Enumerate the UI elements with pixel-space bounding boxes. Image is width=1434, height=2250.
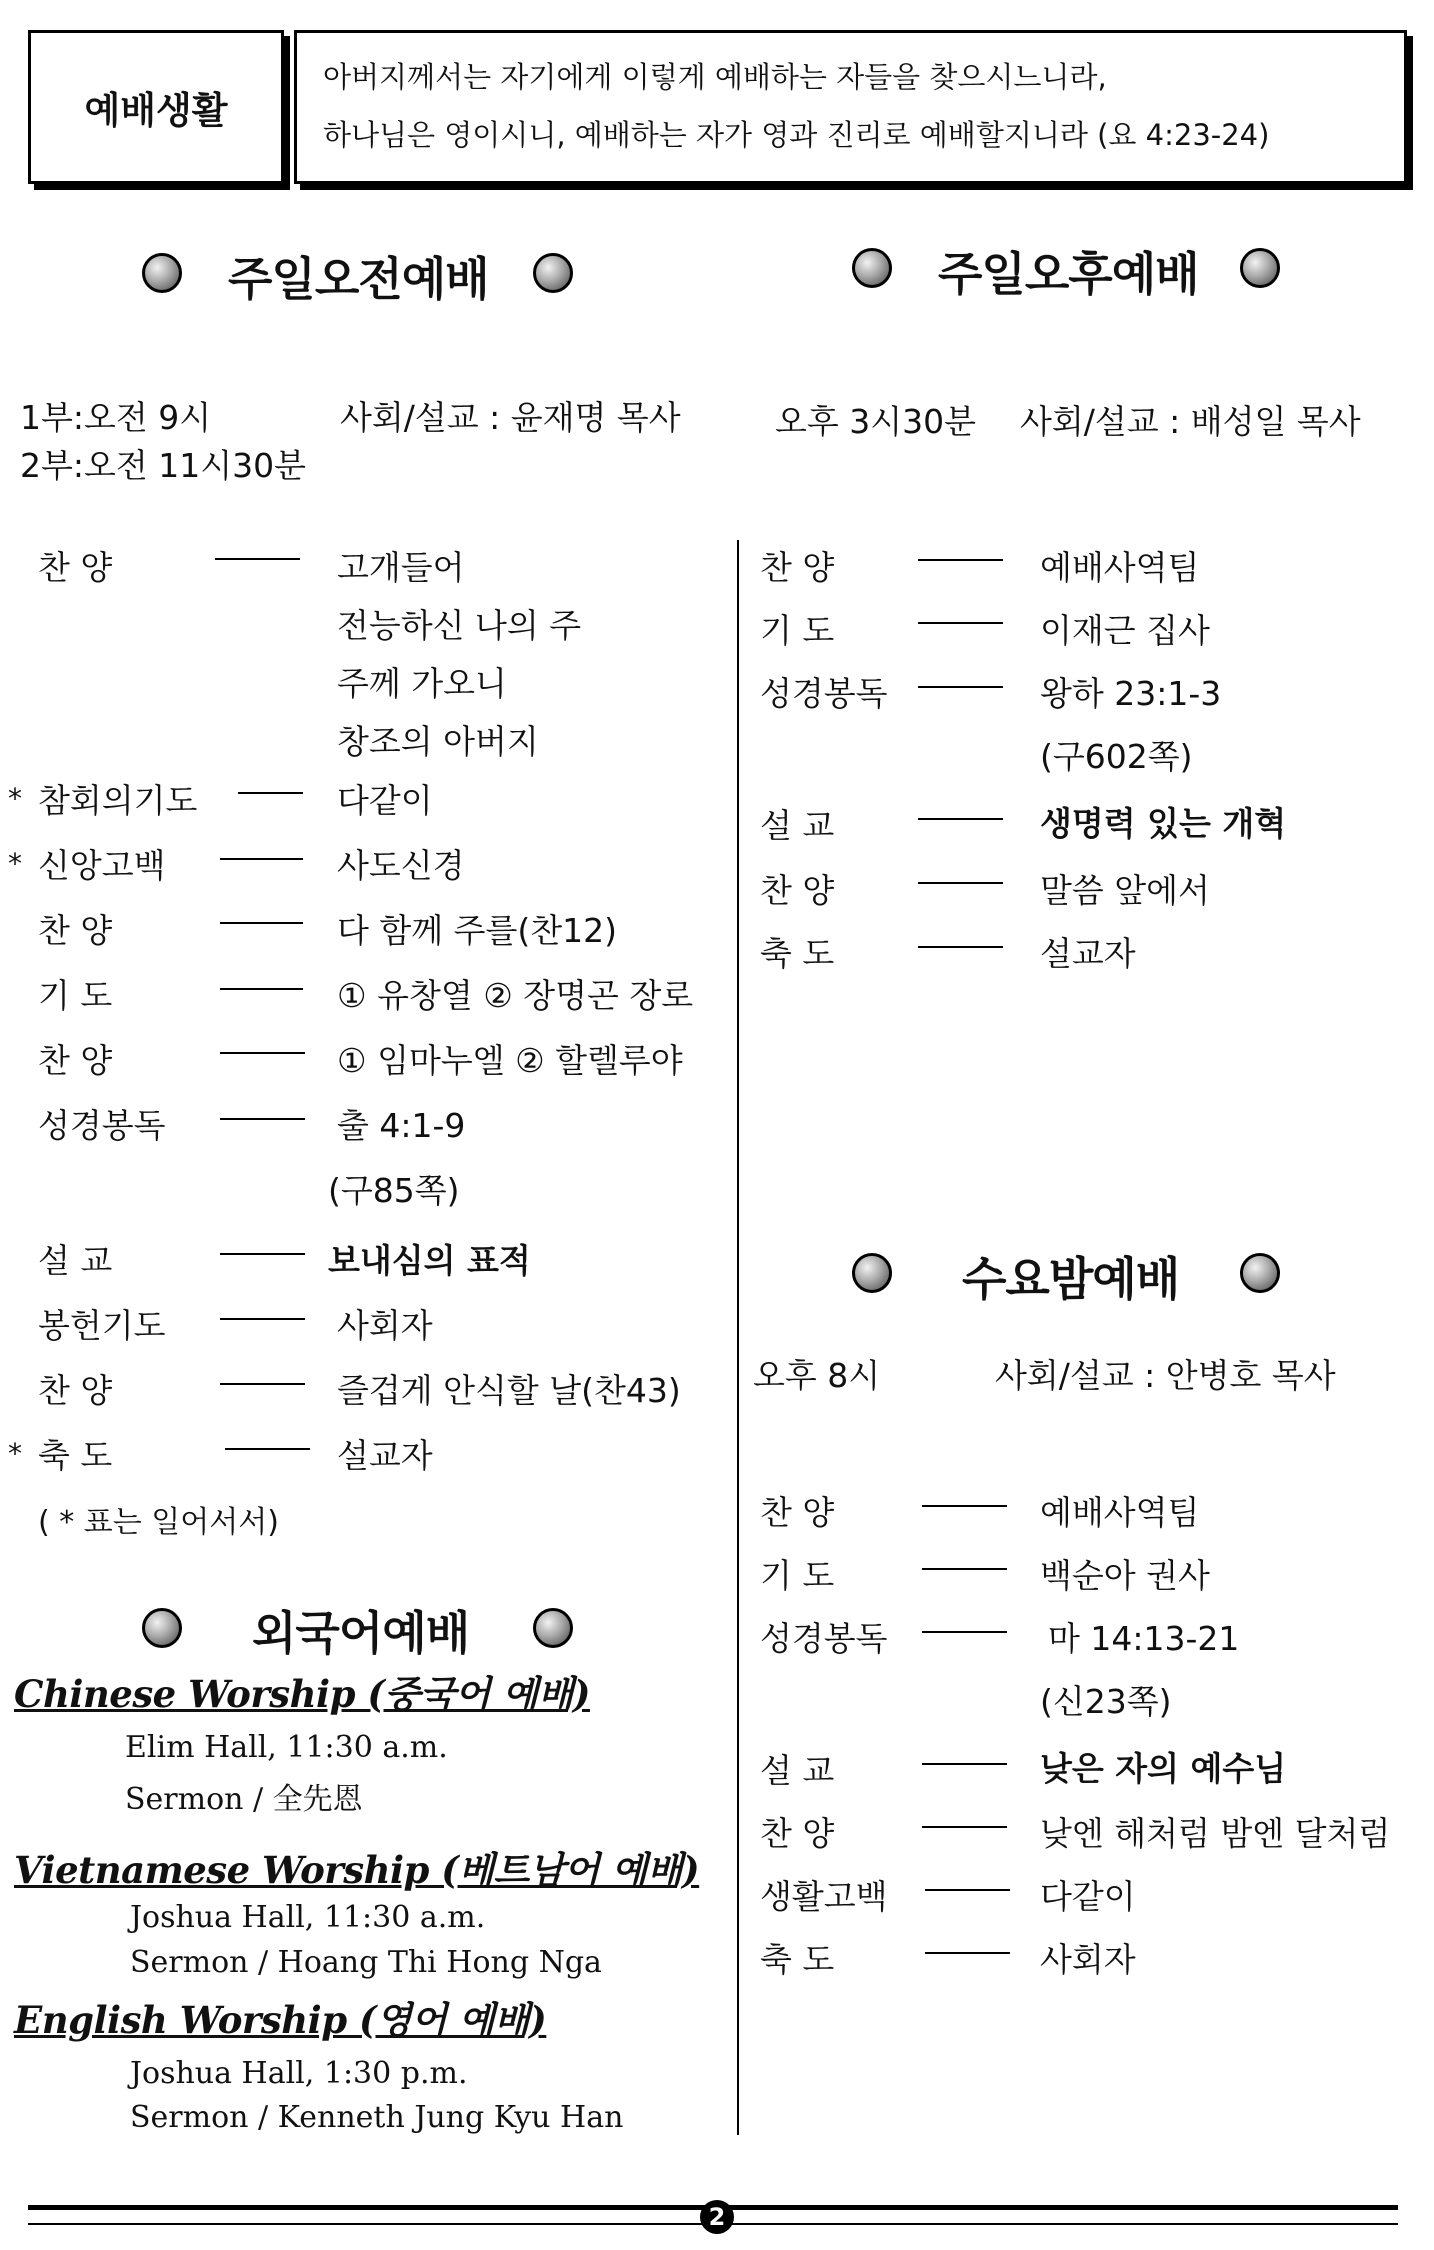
- order-value: 마 14:13-21: [1048, 1619, 1240, 1658]
- bullet-ball-icon: [852, 248, 892, 288]
- dash-line: [918, 686, 1003, 688]
- english-worship-place: Joshua Hall, 1:30 p.m.: [130, 2056, 468, 2091]
- order-value: 사회자: [337, 1306, 433, 1345]
- order-value: 사도신경: [337, 846, 465, 885]
- wednesday-title: 수요밤예배: [962, 1252, 1180, 1306]
- order-label: 찬 양: [760, 1493, 835, 1532]
- order-label: 찬 양: [38, 548, 113, 587]
- order-value: (구602쪽): [1040, 737, 1193, 776]
- bullet-ball-icon: [1240, 1253, 1280, 1293]
- sermon-title: 보내심의 표적: [328, 1241, 531, 1280]
- wednesday-leader: 사회/설교 : 안병호 목사: [995, 1356, 1336, 1395]
- order-value: ① 임마누엘 ② 할렐루야: [337, 1041, 683, 1080]
- order-label: 성경봉독: [760, 1619, 888, 1658]
- dash-line: [922, 1826, 1007, 1828]
- dash-line: [225, 1448, 310, 1450]
- order-label: 성경봉독: [760, 674, 888, 713]
- service-1-time: 1부:오전 9시: [20, 398, 212, 437]
- order-label: 찬 양: [38, 1041, 113, 1080]
- order-label: 찬 양: [38, 1371, 113, 1410]
- vietnamese-worship-sermon: Sermon / Hoang Thi Hong Nga: [130, 1945, 602, 1980]
- vietnamese-worship-place: Joshua Hall, 11:30 a.m.: [130, 1900, 486, 1935]
- order-value: 설교자: [337, 1436, 433, 1475]
- order-label: 봉헌기도: [38, 1306, 166, 1345]
- order-value: 사회자: [1040, 1940, 1136, 1979]
- dash-line: [215, 558, 300, 560]
- order-label: 설 교: [38, 1241, 113, 1280]
- dash-line: [922, 1631, 1007, 1633]
- order-value: (구85쪽): [328, 1171, 460, 1210]
- dash-line: [220, 1118, 305, 1120]
- order-value: 고개들어: [337, 548, 465, 587]
- order-value: 설교자: [1040, 934, 1136, 973]
- sermon-title: 낮은 자의 예수님: [1040, 1749, 1287, 1788]
- order-value: 예배사역팀: [1040, 1493, 1200, 1532]
- foreign-worship-title: 외국어예배: [252, 1606, 470, 1660]
- sermon-title: 생명력 있는 개혁: [1040, 804, 1287, 843]
- bullet-ball-icon: [533, 1608, 573, 1648]
- order-label: 참회의기도: [38, 781, 198, 820]
- section-label: 예배생활: [84, 89, 228, 132]
- dash-line: [925, 1889, 1010, 1891]
- afternoon-time: 오후 3시30분: [775, 402, 976, 441]
- order-value: 왕하 23:1-3: [1040, 674, 1222, 713]
- dash-line: [918, 559, 1003, 561]
- order-value: 주께 가오니: [337, 664, 507, 703]
- order-value: 다같이: [1040, 1877, 1136, 1916]
- chinese-worship-title: Chinese Worship (중국어 예배): [14, 1672, 590, 1716]
- dash-line: [918, 946, 1003, 948]
- order-label: 찬 양: [38, 911, 113, 950]
- order-value: 다 함께 주를(찬12): [337, 911, 617, 950]
- order-value: 말씀 앞에서: [1040, 871, 1210, 910]
- bullet-ball-icon: [142, 253, 182, 293]
- order-label: 설 교: [760, 1751, 835, 1790]
- dash-line: [220, 922, 303, 924]
- morning-leader: 사회/설교 : 윤재명 목사: [340, 398, 681, 437]
- dash-line: [220, 858, 303, 860]
- order-label: 성경봉독: [38, 1106, 166, 1145]
- service-2-time: 2부:오전 11시30분: [20, 446, 306, 485]
- verse-line-2: 하나님은 영이시니, 예배하는 자가 영과 진리로 예배할지니라 (요 4:23-24): [323, 118, 1270, 152]
- order-label: 찬 양: [760, 871, 835, 910]
- standing-note: ( * 표는 일어서서): [38, 1505, 279, 1540]
- chinese-worship-place: Elim Hall, 11:30 a.m.: [125, 1730, 448, 1765]
- dash-line: [220, 1052, 305, 1054]
- verse-box: [294, 30, 1407, 184]
- dash-line: [238, 792, 303, 794]
- dash-line: [220, 1318, 305, 1320]
- order-label: 설 교: [760, 806, 835, 845]
- dash-line: [925, 1952, 1010, 1954]
- vietnamese-worship-title: Vietnamese Worship (베트남어 예배): [14, 1848, 700, 1892]
- bullet-ball-icon: [533, 253, 573, 293]
- sunday-afternoon-title: 주일오후예배: [938, 247, 1199, 301]
- order-label: 축 도: [38, 1436, 113, 1475]
- order-value: (신23쪽): [1040, 1682, 1172, 1721]
- order-label: 생활고백: [760, 1877, 888, 1916]
- order-value: 출 4:1-9: [337, 1106, 466, 1145]
- order-value: 즐겁게 안식할 날(찬43): [337, 1371, 681, 1410]
- order-value: ① 유창열 ② 장명곤 장로: [337, 976, 694, 1015]
- page-number: 2: [700, 2200, 734, 2234]
- english-worship-sermon: Sermon / Kenneth Jung Kyu Han: [130, 2100, 624, 2135]
- dash-line: [220, 1253, 305, 1255]
- stand-marker: *: [8, 782, 22, 815]
- order-label: 축 도: [760, 1940, 835, 1979]
- order-value: 낮엔 해처럼 밤엔 달처럼: [1040, 1814, 1391, 1853]
- stand-marker: *: [8, 1437, 22, 1470]
- sunday-morning-title: 주일오전예배: [228, 252, 489, 306]
- order-value: 창조의 아버지: [337, 722, 539, 761]
- order-value: 예배사역팀: [1040, 548, 1200, 587]
- chinese-worship-sermon: Sermon / 全先恩: [125, 1782, 363, 1817]
- dash-line: [922, 1505, 1007, 1507]
- bullet-ball-icon: [1240, 248, 1280, 288]
- dash-line: [922, 1568, 1007, 1570]
- afternoon-leader: 사회/설교 : 배성일 목사: [1020, 402, 1361, 441]
- order-label: 신앙고백: [38, 846, 166, 885]
- bullet-ball-icon: [852, 1253, 892, 1293]
- order-label: 축 도: [760, 934, 835, 973]
- dash-line: [220, 988, 303, 990]
- order-label: 찬 양: [760, 1814, 835, 1853]
- dash-line: [918, 882, 1003, 884]
- dash-line: [922, 1763, 1007, 1765]
- order-label: 찬 양: [760, 548, 835, 587]
- verse-line-1: 아버지께서는 자기에게 이렇게 예배하는 자들을 찾으시느니라,: [323, 60, 1107, 94]
- order-value: 다같이: [337, 781, 433, 820]
- dash-line: [918, 818, 1003, 820]
- order-value: 백순아 권사: [1040, 1556, 1210, 1595]
- dash-line: [220, 1383, 305, 1385]
- bullet-ball-icon: [142, 1608, 182, 1648]
- column-divider: [737, 540, 739, 2135]
- wednesday-time: 오후 8시: [753, 1356, 881, 1395]
- section-label-box: [28, 30, 284, 184]
- stand-marker: *: [8, 847, 22, 880]
- english-worship-title: English Worship (영어 예배): [14, 1998, 547, 2042]
- dash-line: [918, 622, 1003, 624]
- order-label: 기 도: [760, 611, 835, 650]
- order-value: 이재근 집사: [1040, 611, 1210, 650]
- order-label: 기 도: [760, 1556, 835, 1595]
- order-value: 전능하신 나의 주: [337, 606, 582, 645]
- order-label: 기 도: [38, 976, 113, 1015]
